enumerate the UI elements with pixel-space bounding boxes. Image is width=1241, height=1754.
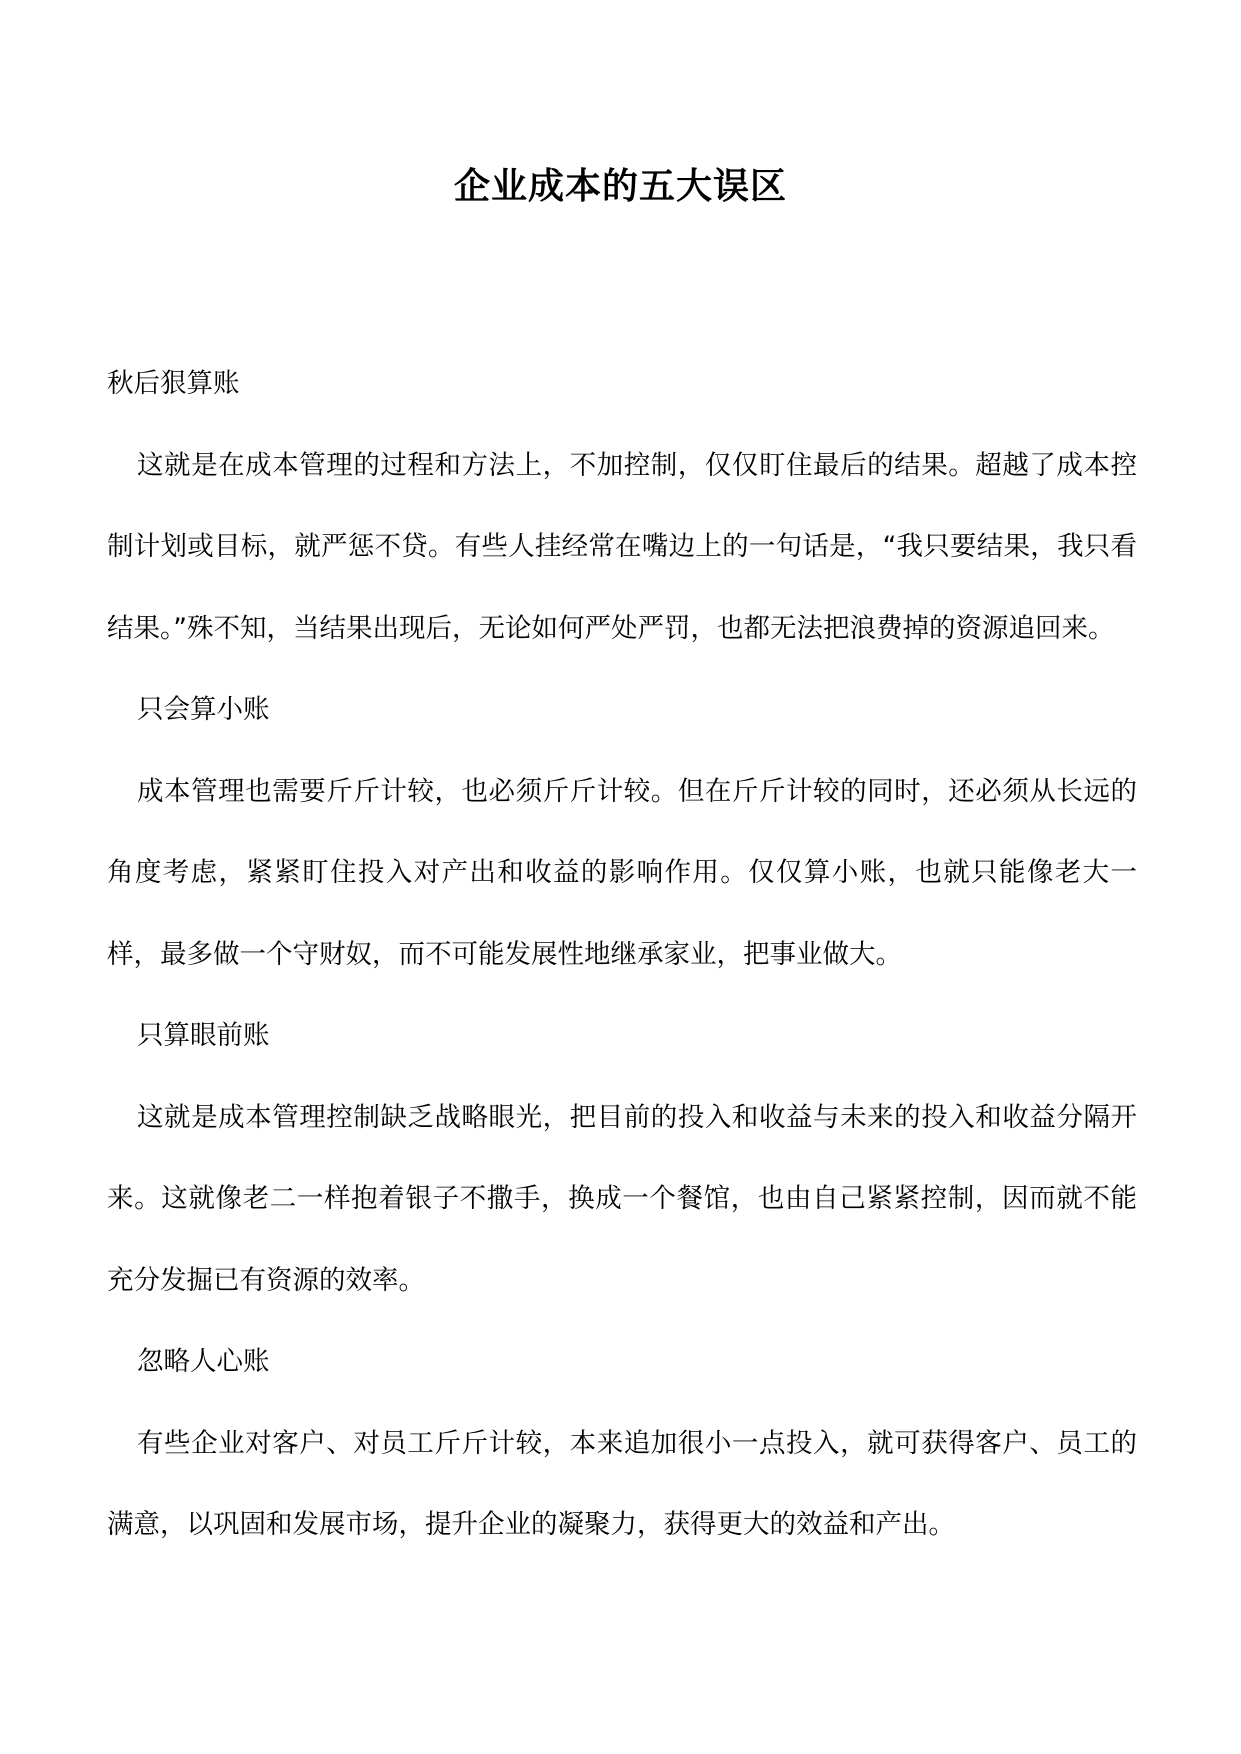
paragraph-short-term-accounts: 这就是成本管理控制缺乏战略眼光，把目前的投入和收益与未来的投入和收益分隔开来。这就像老二一样抱着银子不撒手，换成一个餐馆，也由自己紧紧控制，因而就不能充分发掘已有资源的效率。	[107, 1101, 1137, 1296]
section-heading-short-term-accounts: 只算眼前账	[137, 1020, 270, 1051]
document-title: 企业成本的五大误区	[453, 165, 787, 207]
section-heading-autumn-reckoning: 秋后狠算账	[107, 368, 240, 399]
paragraph-ignoring-people: 有些企业对客户、对员工斤斤计较，本来追加很小一点投入，就可获得客户、员工的满意，以巩固和发展市场，提升企业的凝聚力，获得更大的效益和产出。	[107, 1427, 1137, 1540]
paragraph-small-accounts: 成本管理也需要斤斤计较，也必须斤斤计较。但在斤斤计较的同时，还必须从长远的角度考虑，紧紧盯住投入对产出和收益的影响作用。仅仅算小账，也就只能像老大一样，最多做一个守财奴，而不可能发展性地继承家业，把事业做大。	[107, 775, 1137, 970]
paragraph-autumn-reckoning: 这就是在成本管理的过程和方法上，不加控制，仅仅盯住最后的结果。超越了成本控制计划或目标，就严惩不贷。有些人挂经常在嘴边上的一句话是，“我只要结果，我只看结果。”殊不知，当结果出现后，无论如何严处严罚，也都无法把浪费掉的资源追回来。	[107, 449, 1137, 644]
section-heading-ignoring-people: 忽略人心账	[137, 1346, 270, 1377]
document-body	[107, 343, 1137, 1566]
section-heading-small-accounts: 只会算小账	[137, 694, 270, 725]
